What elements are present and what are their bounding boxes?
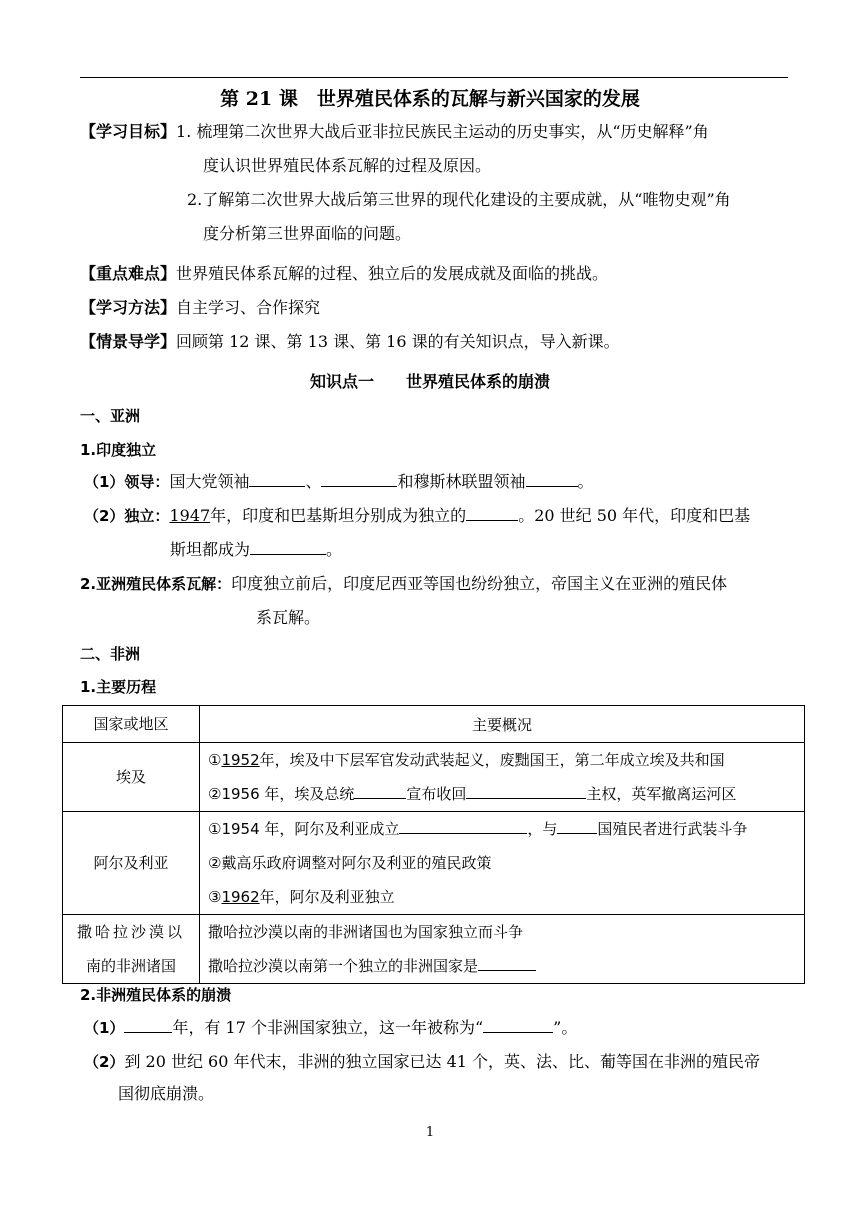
table-header-row — [63, 706, 805, 743]
independence-text-3: 斯坦都成为 — [170, 540, 251, 559]
subsahara-line-2 — [200, 949, 804, 983]
objective-2-continued: 度分析第三世界面临的问题。 — [203, 224, 412, 243]
egypt-line-1 — [200, 743, 804, 777]
egypt-l2-c: 主权，英军撤离运河区 — [586, 785, 737, 803]
algeria-l3-num: ③ — [208, 888, 222, 906]
africa-collapse-2-continued: 国彻底崩溃。 — [118, 1084, 215, 1103]
blank-leader-1[interactable] — [249, 470, 305, 487]
lesson-title: 第 21 课 世界殖民体系的瓦解与新兴国家的发展 — [220, 88, 640, 110]
africa-collapse-heading: 2.非洲殖民体系的崩溃 — [80, 986, 232, 1004]
algeria-l3-text: 年，阿尔及利亚独立 — [259, 888, 395, 906]
table-header-summary: 主要概况 — [200, 706, 805, 743]
key-points-label: 【重点难点】 — [80, 264, 177, 283]
africa-heading: 二、非洲 — [80, 645, 141, 663]
asia-heading: 一、亚洲 — [80, 407, 141, 425]
blank-leader-2[interactable] — [321, 470, 397, 487]
subsahara-summary — [200, 915, 805, 984]
process-heading: 1.主要历程 — [80, 678, 157, 696]
objective-1-text: 1. 梳理第二次世界大战后亚非拉民族民主运动的历史事实，从“历史解释”角 — [176, 122, 709, 141]
blank-year[interactable] — [124, 1016, 172, 1033]
africa-collapse-1-label: （1） — [84, 1019, 125, 1037]
leaders-text-2: 和穆斯林联盟领袖 — [397, 472, 526, 491]
algeria-line-2: ②戴高乐政府调整对阿尔及利亚的殖民政策 — [208, 854, 492, 872]
objectives-label: 【学习目标】 — [80, 122, 177, 141]
objective-2-text: 2.了解第二次世界大战后第三世界的现代化建设的主要成就，从“唯物史观”角 — [187, 190, 731, 209]
blank-year-name[interactable] — [483, 1016, 553, 1033]
egypt-l1-year: 1952 — [221, 751, 260, 769]
objective-1-continued: 度认识世界殖民体系瓦解的过程及原因。 — [203, 156, 492, 175]
objectives-line1 — [80, 120, 709, 144]
independence-year: 1947 — [169, 506, 211, 525]
scene-intro-text: 回顾第 12 课、第 13 课、第 16 课的有关知识点，导入新课。 — [176, 332, 620, 351]
header-rule — [80, 77, 788, 78]
table-row — [63, 743, 805, 812]
blank-independence-1[interactable] — [466, 504, 518, 521]
study-method — [80, 296, 320, 320]
africa-collapse-1 — [84, 1016, 577, 1040]
india-leaders — [84, 470, 594, 494]
algeria-line-1 — [200, 812, 804, 846]
leaders-label: （1）领导： — [84, 473, 170, 491]
africa-history-table — [62, 705, 805, 984]
region-egypt: 埃及 — [63, 743, 200, 812]
subsahara-name-2: 南的非洲诸国 — [85, 957, 176, 975]
blank-leader-3[interactable] — [526, 470, 578, 487]
asia-collapse-label: 2.亚洲殖民体系瓦解： — [80, 575, 232, 593]
egypt-line-2 — [200, 777, 804, 811]
asia-collapse-text: 印度独立前后，印度尼西亚等国也纷纷独立，帝国主义在亚洲的殖民体 — [231, 574, 728, 593]
asia-collapse-continued: 系瓦解。 — [256, 608, 321, 627]
subsahara-l2-text: 撒哈拉沙漠以南第一个独立的非洲国家是 — [208, 957, 479, 975]
egypt-l2-a: ②1956 年，埃及总统 — [208, 785, 355, 803]
blank-algeria-org[interactable] — [399, 817, 527, 834]
independence-text-4: 。 — [326, 540, 343, 559]
independence-text-2: 。20 世纪 50 年代，印度和巴基 — [518, 506, 751, 525]
blank-subsahara-country[interactable] — [478, 954, 536, 971]
table-row — [63, 812, 805, 915]
africa-collapse-2 — [84, 1050, 760, 1074]
region-subsahara — [63, 915, 200, 984]
india-independence — [84, 504, 750, 528]
africa-collapse-1-end: ”。 — [553, 1018, 578, 1037]
subsahara-line-1: 撒哈拉沙漠以南的非洲诸国也为国家独立而斗争 — [208, 923, 524, 941]
subsahara-name-1: 撒哈拉沙漠以 — [76, 923, 185, 941]
africa-collapse-2-text: 到 20 世纪 60 年代末，非洲的独立国家已达 41 个，英、法、比、葡等国在非洲的殖民帝 — [124, 1052, 761, 1071]
india-heading: 1.印度独立 — [80, 441, 157, 459]
asia-collapse — [80, 572, 727, 596]
india-independence-continued — [170, 538, 342, 562]
algeria-l3-year: 1962 — [221, 888, 260, 906]
blank-algeria-country[interactable] — [557, 817, 597, 834]
blank-egypt-sovereignty[interactable] — [466, 782, 586, 799]
key-points-text: 世界殖民体系瓦解的过程、独立后的发展成就及面临的挑战。 — [176, 264, 609, 283]
algeria-l1-c: 国殖民者进行武装斗争 — [597, 820, 748, 838]
algeria-summary — [200, 812, 805, 915]
blank-independence-2[interactable] — [250, 538, 326, 555]
region-algeria: 阿尔及利亚 — [63, 812, 200, 915]
egypt-summary — [200, 743, 805, 812]
table-row — [63, 915, 805, 984]
africa-collapse-1-text: 年，有 17 个非洲国家独立，这一年被称为“ — [172, 1018, 484, 1037]
algeria-line-3 — [200, 880, 804, 914]
egypt-l1-text: 年，埃及中下层军官发动武装起义，废黜国王，第二年成立埃及共和国 — [259, 751, 725, 769]
scene-intro-label: 【情景导学】 — [80, 332, 177, 351]
independence-label: （2）独立： — [84, 507, 170, 525]
study-method-text: 自主学习、合作探究 — [176, 298, 321, 317]
leaders-separator: 、 — [305, 472, 322, 491]
study-method-label: 【学习方法】 — [80, 298, 177, 317]
table-header-region: 国家或地区 — [63, 706, 200, 743]
egypt-l2-b: 宣布收回 — [406, 785, 467, 803]
section-title: 知识点一 世界殖民体系的崩溃 — [309, 372, 550, 391]
blank-egypt-president[interactable] — [354, 782, 406, 799]
independence-text-1: 年，印度和巴基斯坦分别成为独立的 — [210, 506, 467, 525]
algeria-l1-a: ①1954 年，阿尔及利亚成立 — [208, 820, 400, 838]
leaders-end: 。 — [577, 472, 594, 491]
algeria-l1-b: ，与 — [527, 820, 558, 838]
leaders-text-1: 国大党领袖 — [169, 472, 250, 491]
africa-collapse-2-label: （2） — [84, 1053, 125, 1071]
scene-intro — [80, 330, 620, 354]
page-number: 1 — [425, 1125, 435, 1140]
key-points — [80, 262, 608, 286]
egypt-l1-num: ① — [208, 751, 222, 769]
